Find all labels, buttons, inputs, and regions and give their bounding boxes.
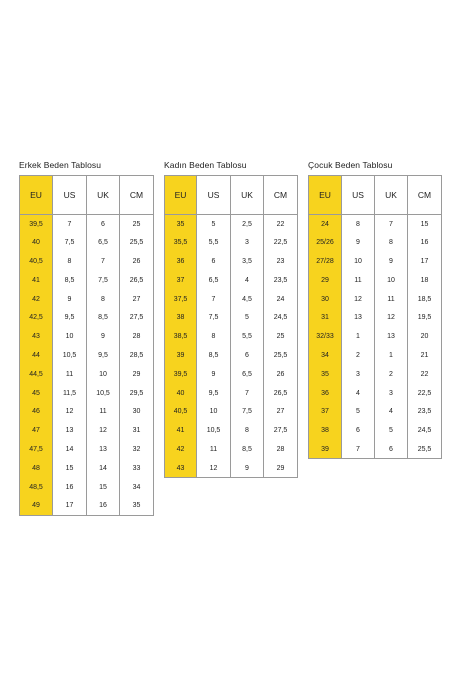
cm-cell: 20 [408, 327, 442, 346]
cm-cell: 32 [120, 440, 154, 459]
kids-chart-title: Çocuk Beden Tablosu [308, 160, 393, 170]
us-cell: 12 [53, 402, 87, 421]
table-row [20, 440, 154, 459]
us-cell: 9 [53, 290, 87, 309]
eu-cell: 42 [165, 440, 197, 459]
cm-column-header: CM [408, 176, 442, 215]
cm-cell: 27 [264, 402, 298, 421]
table-row [165, 308, 298, 327]
eu-cell: 37 [309, 402, 342, 421]
us-cell: 10,5 [197, 421, 231, 440]
us-column-header: US [197, 176, 231, 215]
cm-cell: 27,5 [264, 421, 298, 440]
eu-cell: 40,5 [20, 252, 53, 271]
uk-cell: 5,5 [231, 327, 264, 346]
men-size-chart [19, 160, 154, 516]
table-row [20, 346, 154, 365]
table-row [20, 496, 154, 515]
us-cell: 7,5 [53, 233, 87, 252]
us-cell: 2 [342, 346, 375, 365]
table-row [20, 233, 154, 252]
cm-cell: 16 [408, 233, 442, 252]
eu-column-header: EU [309, 176, 342, 215]
table-header-row [165, 176, 298, 215]
uk-cell: 7 [231, 384, 264, 403]
uk-cell: 5 [375, 421, 408, 440]
uk-cell: 9 [87, 327, 120, 346]
uk-cell: 8 [87, 290, 120, 309]
eu-cell: 38 [165, 308, 197, 327]
uk-cell: 8,5 [87, 308, 120, 327]
uk-cell: 10,5 [87, 384, 120, 403]
uk-cell: 6,5 [231, 365, 264, 384]
cm-cell: 25 [120, 215, 154, 234]
eu-cell: 40 [165, 384, 197, 403]
us-cell: 7 [342, 440, 375, 459]
us-cell: 8 [53, 252, 87, 271]
women-size-chart [164, 160, 298, 478]
eu-cell: 35 [165, 215, 197, 234]
table-row [165, 327, 298, 346]
uk-cell: 5 [231, 308, 264, 327]
cm-cell: 27 [120, 290, 154, 309]
eu-cell: 40 [20, 233, 53, 252]
us-cell: 7,5 [197, 308, 231, 327]
eu-cell: 39 [309, 440, 342, 459]
eu-cell: 31 [309, 308, 342, 327]
uk-cell: 12 [375, 308, 408, 327]
us-cell: 8,5 [197, 346, 231, 365]
cm-column-header: CM [120, 176, 154, 215]
uk-cell: 13 [87, 440, 120, 459]
table-row [165, 384, 298, 403]
table-row [309, 290, 442, 309]
eu-cell: 35 [309, 365, 342, 384]
table-row [309, 421, 442, 440]
us-cell: 10 [197, 402, 231, 421]
eu-cell: 25/26 [309, 233, 342, 252]
uk-cell: 16 [87, 496, 120, 515]
eu-cell: 39,5 [165, 365, 197, 384]
eu-cell: 38,5 [165, 327, 197, 346]
table-row [165, 421, 298, 440]
uk-cell: 7 [87, 252, 120, 271]
table-row [165, 402, 298, 421]
table-row [20, 421, 154, 440]
eu-cell: 48,5 [20, 478, 53, 497]
uk-column-header: UK [375, 176, 408, 215]
table-row [165, 252, 298, 271]
table-row [165, 233, 298, 252]
us-cell: 5 [342, 402, 375, 421]
table-row [165, 290, 298, 309]
us-cell: 13 [53, 421, 87, 440]
us-cell: 3 [342, 365, 375, 384]
table-header-row [20, 176, 154, 215]
uk-cell: 7 [375, 215, 408, 234]
eu-cell: 32/33 [309, 327, 342, 346]
table-row [165, 459, 298, 478]
table-row [309, 384, 442, 403]
table-row [309, 271, 442, 290]
us-cell: 11 [197, 440, 231, 459]
uk-cell: 4,5 [231, 290, 264, 309]
men-chart-title: Erkek Beden Tablosu [19, 160, 102, 170]
cm-cell: 26,5 [120, 271, 154, 290]
uk-cell: 3 [231, 233, 264, 252]
eu-cell: 24 [309, 215, 342, 234]
table-row [165, 346, 298, 365]
table-row [20, 478, 154, 497]
kids-size-table [308, 175, 442, 459]
cm-cell: 22,5 [408, 384, 442, 403]
us-cell: 11,5 [53, 384, 87, 403]
eu-cell: 40,5 [165, 402, 197, 421]
us-cell: 6 [342, 421, 375, 440]
cm-cell: 25,5 [408, 440, 442, 459]
uk-cell: 13 [375, 327, 408, 346]
us-cell: 5 [197, 215, 231, 234]
cm-cell: 29,5 [120, 384, 154, 403]
table-row [20, 290, 154, 309]
eu-cell: 42 [20, 290, 53, 309]
us-cell: 12 [342, 290, 375, 309]
us-cell: 9 [197, 365, 231, 384]
cm-cell: 25,5 [120, 233, 154, 252]
table-row [309, 215, 442, 234]
eu-cell: 46 [20, 402, 53, 421]
eu-cell: 35,5 [165, 233, 197, 252]
table-row [309, 233, 442, 252]
eu-cell: 44,5 [20, 365, 53, 384]
eu-cell: 41 [20, 271, 53, 290]
eu-cell: 37 [165, 271, 197, 290]
eu-cell: 29 [309, 271, 342, 290]
uk-cell: 12 [87, 421, 120, 440]
cm-cell: 22 [264, 215, 298, 234]
eu-cell: 43 [20, 327, 53, 346]
table-header-row [309, 176, 442, 215]
us-cell: 8,5 [53, 271, 87, 290]
cm-cell: 31 [120, 421, 154, 440]
table-row [20, 308, 154, 327]
uk-cell: 11 [375, 290, 408, 309]
kids-size-chart [308, 160, 442, 459]
us-cell: 6,5 [197, 271, 231, 290]
eu-cell: 44 [20, 346, 53, 365]
us-cell: 7 [197, 290, 231, 309]
cm-cell: 23 [264, 252, 298, 271]
uk-cell: 7,5 [231, 402, 264, 421]
uk-column-header: UK [231, 176, 264, 215]
table-row [165, 365, 298, 384]
us-cell: 5,5 [197, 233, 231, 252]
uk-cell: 8 [231, 421, 264, 440]
us-column-header: US [53, 176, 87, 215]
cm-cell: 18,5 [408, 290, 442, 309]
table-row [165, 271, 298, 290]
eu-cell: 41 [165, 421, 197, 440]
eu-column-header: EU [20, 176, 53, 215]
uk-cell: 8,5 [231, 440, 264, 459]
us-cell: 13 [342, 308, 375, 327]
eu-cell: 27/28 [309, 252, 342, 271]
us-cell: 8 [342, 215, 375, 234]
table-row [20, 215, 154, 234]
cm-cell: 17 [408, 252, 442, 271]
eu-cell: 49 [20, 496, 53, 515]
table-row [20, 327, 154, 346]
uk-cell: 2,5 [231, 215, 264, 234]
table-row [165, 440, 298, 459]
cm-cell: 22,5 [264, 233, 298, 252]
uk-cell: 6 [87, 215, 120, 234]
table-row [309, 252, 442, 271]
us-cell: 8 [197, 327, 231, 346]
us-cell: 15 [53, 459, 87, 478]
us-cell: 16 [53, 478, 87, 497]
cm-cell: 29 [120, 365, 154, 384]
cm-cell: 34 [120, 478, 154, 497]
cm-cell: 30 [120, 402, 154, 421]
table-row [20, 402, 154, 421]
cm-cell: 26,5 [264, 384, 298, 403]
us-cell: 6 [197, 252, 231, 271]
table-row [309, 346, 442, 365]
uk-cell: 4 [231, 271, 264, 290]
us-cell: 10 [342, 252, 375, 271]
eu-cell: 47 [20, 421, 53, 440]
table-row [165, 215, 298, 234]
uk-cell: 6 [231, 346, 264, 365]
us-cell: 1 [342, 327, 375, 346]
cm-cell: 33 [120, 459, 154, 478]
women-size-table [164, 175, 298, 478]
eu-cell: 42,5 [20, 308, 53, 327]
eu-cell: 36 [309, 384, 342, 403]
eu-cell: 37,5 [165, 290, 197, 309]
table-row [20, 271, 154, 290]
uk-cell: 8 [375, 233, 408, 252]
us-column-header: US [342, 176, 375, 215]
eu-cell: 39,5 [20, 215, 53, 234]
uk-cell: 6 [375, 440, 408, 459]
table-row [309, 440, 442, 459]
cm-cell: 29 [264, 459, 298, 478]
table-row [309, 402, 442, 421]
uk-cell: 4 [375, 402, 408, 421]
cm-cell: 26 [120, 252, 154, 271]
uk-cell: 7,5 [87, 271, 120, 290]
uk-column-header: UK [87, 176, 120, 215]
uk-cell: 9 [375, 252, 408, 271]
table-row [309, 365, 442, 384]
us-cell: 9 [342, 233, 375, 252]
us-cell: 9,5 [53, 308, 87, 327]
eu-cell: 39 [165, 346, 197, 365]
eu-cell: 47,5 [20, 440, 53, 459]
cm-cell: 18 [408, 271, 442, 290]
cm-cell: 24 [264, 290, 298, 309]
cm-cell: 28 [264, 440, 298, 459]
uk-cell: 2 [375, 365, 408, 384]
women-chart-title: Kadın Beden Tablosu [164, 160, 247, 170]
men-size-table [19, 175, 154, 516]
uk-cell: 1 [375, 346, 408, 365]
eu-column-header: EU [165, 176, 197, 215]
eu-cell: 48 [20, 459, 53, 478]
uk-cell: 10 [87, 365, 120, 384]
table-row [20, 459, 154, 478]
us-cell: 4 [342, 384, 375, 403]
cm-cell: 25 [264, 327, 298, 346]
us-cell: 10 [53, 327, 87, 346]
cm-cell: 21 [408, 346, 442, 365]
us-cell: 7 [53, 215, 87, 234]
uk-cell: 14 [87, 459, 120, 478]
us-cell: 17 [53, 496, 87, 515]
eu-cell: 43 [165, 459, 197, 478]
cm-cell: 24,5 [408, 421, 442, 440]
cm-cell: 15 [408, 215, 442, 234]
uk-cell: 10 [375, 271, 408, 290]
eu-cell: 36 [165, 252, 197, 271]
cm-cell: 23,5 [264, 271, 298, 290]
uk-cell: 6,5 [87, 233, 120, 252]
us-cell: 11 [53, 365, 87, 384]
table-row [309, 308, 442, 327]
table-row [20, 384, 154, 403]
uk-cell: 15 [87, 478, 120, 497]
table-row [20, 365, 154, 384]
cm-column-header: CM [264, 176, 298, 215]
eu-cell: 38 [309, 421, 342, 440]
table-row [309, 327, 442, 346]
eu-cell: 30 [309, 290, 342, 309]
uk-cell: 3 [375, 384, 408, 403]
uk-cell: 11 [87, 402, 120, 421]
cm-cell: 26 [264, 365, 298, 384]
us-cell: 9,5 [197, 384, 231, 403]
us-cell: 14 [53, 440, 87, 459]
uk-cell: 3,5 [231, 252, 264, 271]
cm-cell: 23,5 [408, 402, 442, 421]
cm-cell: 28,5 [120, 346, 154, 365]
eu-cell: 45 [20, 384, 53, 403]
cm-cell: 28 [120, 327, 154, 346]
us-cell: 12 [197, 459, 231, 478]
cm-cell: 25,5 [264, 346, 298, 365]
table-row [20, 252, 154, 271]
cm-cell: 22 [408, 365, 442, 384]
eu-cell: 34 [309, 346, 342, 365]
us-cell: 11 [342, 271, 375, 290]
cm-cell: 19,5 [408, 308, 442, 327]
uk-cell: 9 [231, 459, 264, 478]
us-cell: 10,5 [53, 346, 87, 365]
cm-cell: 24,5 [264, 308, 298, 327]
cm-cell: 27,5 [120, 308, 154, 327]
uk-cell: 9,5 [87, 346, 120, 365]
cm-cell: 35 [120, 496, 154, 515]
